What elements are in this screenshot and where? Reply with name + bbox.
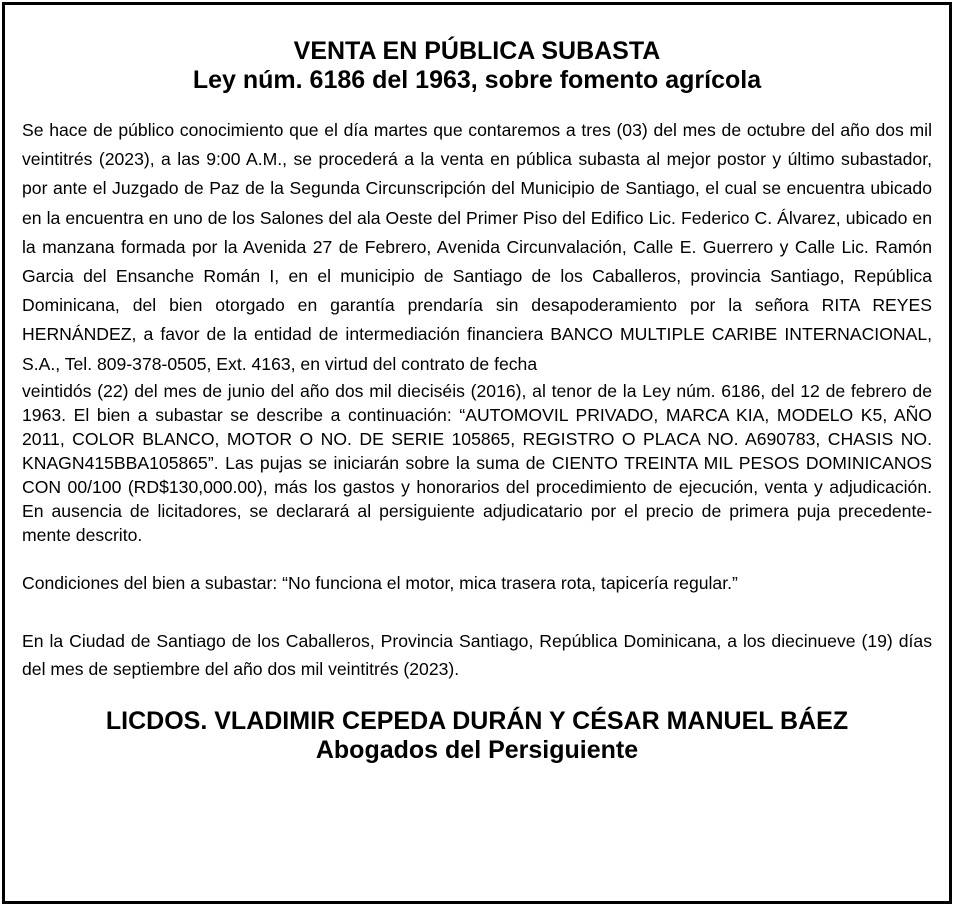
title-line-1: VENTA EN PÚBLICA SUBASTA	[293, 37, 661, 65]
place-date-paragraph: En la Ciudad de Santiago de los Caballeros, Provincia Santiago, República Dominicana, a los diecinueve (19) días del mes de septiembre del año dos mil veintitrés (2023).	[22, 630, 932, 679]
conditions-paragraph: Condiciones del bien a subastar: “No funciona el motor, mica trasera rota, tapicería regular.”	[22, 572, 738, 593]
main-paragraph-part-1: Se hace de público conocimiento que el día martes que contaremos a tres (03) del mes de octubre del año dos mil veintitrés (2023), a las 9:00 A.M., se procederá a la venta en pública subasta al mejor postor y último subastador, por ante el Juzgado de Paz de la Segunda Circunscripción del Municipio de Santiago, el cual se encuentra ubicado en la encuentra en uno de los Salones del ala Oeste del Primer Piso del Edifico Lic. Federico C. Álvarez, ubicado en la manzana formada por la Avenida 27 de Febrero, Avenida Circunvalación, Calle E. Guerrero y Calle Lic. Ramón Garcia del Ensanche Román I, en el municipio de Santiago de los Caballeros, provincia Santiago, República Dominicana, del bien otorgado en garantía prendaría sin desapoderamiento por la señora RITA REYES HERNÁNDEZ, a favor de la entidad de intermediación financiera BANCO MULTIPLE CARIBE INTERNACIONAL, S.A., Tel. 809-378-0505, Ext. 4163, en virtud del contrato de fecha	[22, 120, 932, 374]
notice-content	[22, 37, 932, 765]
notice-title	[22, 37, 932, 95]
notice-frame	[2, 2, 952, 904]
signature-role: Abogados del Persiguiente	[315, 735, 639, 764]
title-line-2: Ley núm. 6186 del 1963, sobre fomento agrícola	[192, 66, 762, 94]
signature-names: LICDOS. VLADIMIR CEPEDA DURÁN Y CÉSAR MANUEL BÁEZ	[105, 706, 849, 735]
main-paragraph-part-2: veintidós (22) del mes de junio del año dos mil dieciséis (2016), al tenor de la Ley núm. 6186, del 12 de febrero de 1963. El bien a subastar se describe a continuación: “AUTOMOVIL PRIVADO, MARCA KIA, MODELO K5, AÑO 2011, COLOR BLANCO, MOTOR O NO. DE SERIE 105865, REGISTRO O PLACA NO. A690783, CHASIS NO. KNAGN415BBA105865”. Las pujas se iniciarán sobre la suma de CIENTO TREINTA MIL PESOS DOMINICANOS CON 00/100 (RD$130,000.00), más los gastos y honorarios del procedimiento de ejecución, venta y adjudicación. En ausencia de licitadores, se declarará al persiguiente adjudicatario por el precio de primera puja precedente-mente descrito.	[22, 380, 932, 545]
signature-block	[22, 707, 932, 765]
